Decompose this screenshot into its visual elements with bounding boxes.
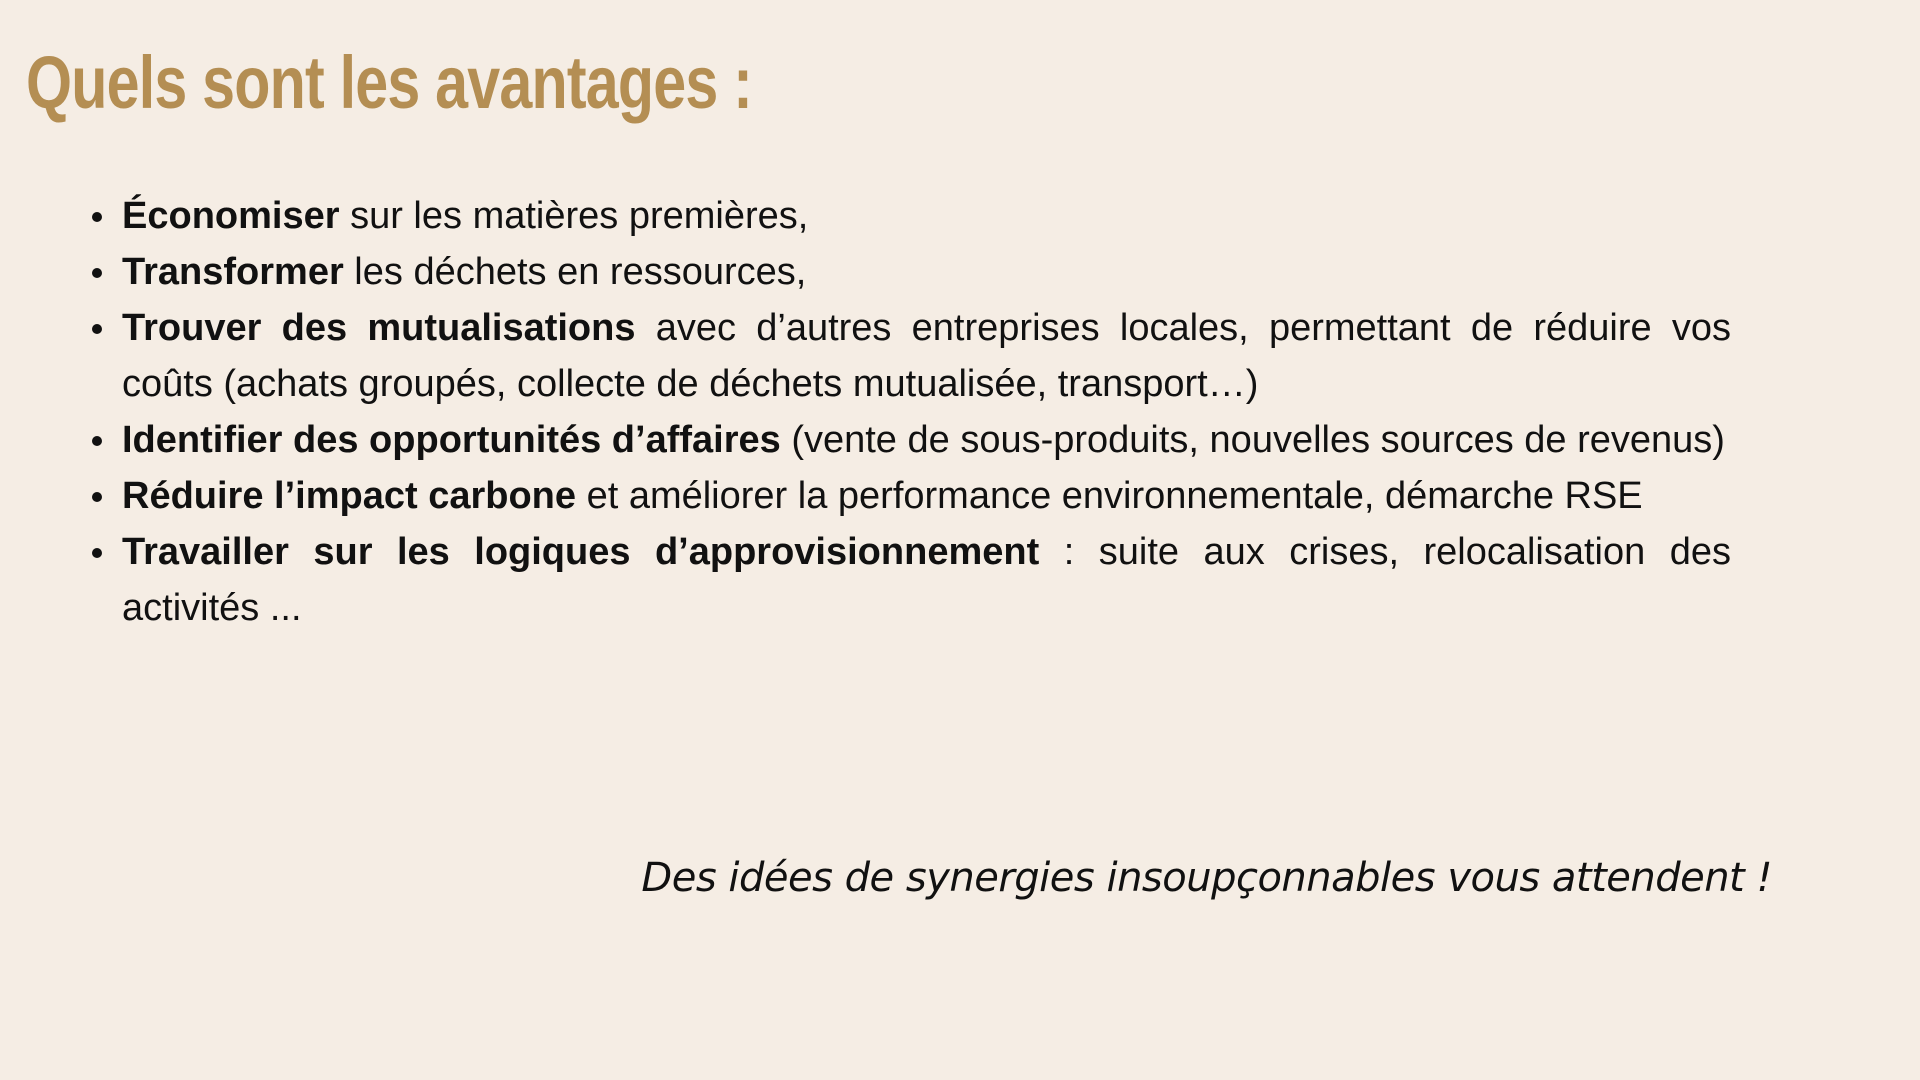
bullet-icon [92, 212, 102, 222]
list-item [122, 188, 1731, 244]
list-item-text: sur les matières premières, [339, 195, 809, 237]
bullet-icon [92, 548, 102, 558]
list-item-bold: Réduire l’impact carbone [122, 475, 577, 517]
list-item-text: : suite aux crises, relocalisation des activités ... [122, 531, 1732, 629]
list-item [122, 524, 1731, 636]
list-item-text: et améliorer la performance environnementale, démarche RSE [576, 475, 1643, 517]
list-item-bold: Travailler sur les logiques d’approvisionnement [122, 531, 1040, 573]
bullet-icon [92, 436, 102, 446]
list-item-text: les déchets en ressources, [343, 251, 807, 293]
list-item-bold: Trouver des mutualisations [122, 307, 636, 349]
benefits-list [122, 188, 1731, 636]
list-item [122, 412, 1731, 468]
list-item [122, 468, 1731, 524]
bullet-icon [92, 324, 102, 334]
slide-title: Quels sont les avantages : [26, 41, 753, 124]
bullet-icon [92, 268, 102, 278]
list-item [122, 300, 1731, 412]
list-item-bold: Identifier des opportunités d’affaires [122, 419, 781, 461]
tagline: Des idées de synergies insoupçonnables vous attendent ! [641, 855, 1772, 901]
list-item-bold: Transformer [122, 251, 344, 293]
list-item-text: avec d’autres entreprises locales, permettant de réduire vos coûts (achats groupés, collecte de déchets mutualisée, transport…) [122, 307, 1732, 405]
list-item [122, 244, 1731, 300]
list-item-bold: Économiser [122, 195, 340, 237]
list-item-text: (vente de sous-produits, nouvelles sources de revenus) [780, 419, 1725, 461]
bullet-icon [92, 492, 102, 502]
